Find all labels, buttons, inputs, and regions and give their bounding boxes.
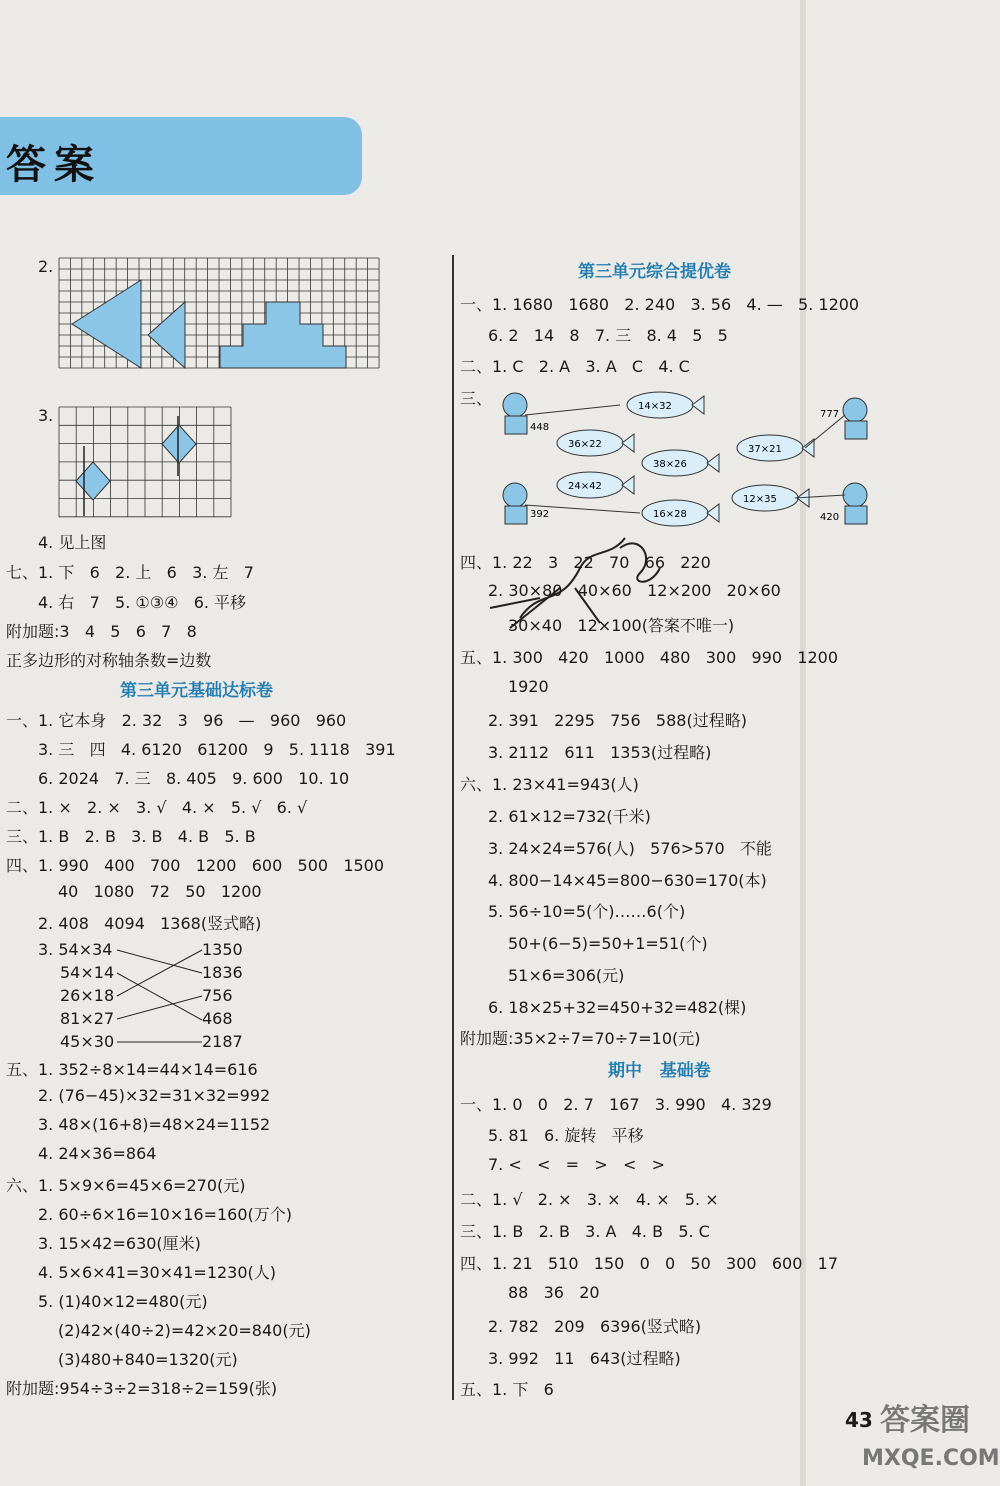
raccoon-body	[505, 416, 527, 434]
right_column-line: 2. 61×12=732(千米)	[488, 807, 651, 826]
right_column-line: 6. 18×25+32=450+32=482(棵)	[488, 998, 747, 1017]
left_column-line: 54×14	[60, 963, 115, 982]
right_column-line: 5. 56÷10=5(个)……6(个)	[488, 902, 686, 921]
left_column-line: 3.	[38, 406, 54, 425]
right_column-line: 四、1. 21 510 150 0 0 50 300 600 17	[460, 1254, 839, 1273]
raccoon-body	[845, 421, 867, 439]
diamond-shape	[162, 425, 196, 463]
fish-label: 24×42	[568, 481, 602, 492]
right_column-line: 六、1. 23×41=943(人)	[460, 775, 639, 794]
fishing-line	[525, 405, 620, 415]
fish-label: 37×21	[748, 444, 782, 455]
watermark-url: MXQE.COM	[862, 1446, 1000, 1471]
fish-tail	[622, 476, 634, 494]
left_column-line: 81×27	[60, 1009, 115, 1028]
symmetry-grid-figure-3	[58, 406, 232, 518]
left_column-line: 1350	[202, 940, 243, 959]
right_column-line: 2. 391 2295 756 588(过程略)	[488, 711, 747, 730]
watermark-logo-text: 答案圈	[880, 1403, 970, 1438]
catch-number: 777	[820, 409, 840, 420]
symmetry-grid-figure-2	[58, 257, 380, 369]
right_column-line: 三、	[460, 389, 493, 408]
raccoon-icon	[843, 483, 867, 507]
left_column-line: 468	[202, 1009, 233, 1028]
right_column-line: 一、1. 0 0 2. 7 167 3. 990 4. 329	[460, 1095, 772, 1114]
section-title-unit3-basic: 第三单元基础达标卷	[120, 681, 273, 701]
left_column-line: (2)42×(40÷2)=42×20=840(元)	[58, 1321, 311, 1340]
fish-label: 38×26	[653, 459, 687, 470]
left_column-line: (3)480+840=1320(元)	[58, 1350, 238, 1369]
raccoon-body	[845, 506, 867, 524]
fish-label: 12×35	[743, 494, 777, 505]
left_column-line: 五、1. 352÷8×14=44×14=616	[6, 1060, 258, 1079]
raccoon-icon	[843, 398, 867, 422]
left_column-line: 附加题:3 4 5 6 7 8	[6, 622, 197, 641]
triangle-shape	[72, 280, 141, 368]
left_column-line: 26×18	[60, 986, 115, 1005]
left_column-line: 6. 2024 7. 三 8. 405 9. 600 10. 10	[38, 769, 350, 788]
right_column-line: 50+(6−5)=50+1=51(个)	[508, 934, 708, 953]
left_column-line: 45×30	[60, 1032, 115, 1051]
left_column-line: 4. 见上图	[38, 533, 107, 552]
fish-label: 14×32	[638, 401, 672, 412]
right_column-line: 四、1. 22 3 22 70 66 220	[460, 553, 711, 572]
fish-label: 36×22	[568, 439, 602, 450]
right_column-line: 5. 81 6. 旋转 平移	[488, 1126, 644, 1145]
raccoon-body	[505, 506, 527, 524]
right_column-line: 附加题:35×2÷7=70÷7=10(元)	[460, 1029, 701, 1048]
left_column-line: 一、1. 它本身 2. 32 3 96 — 960 960	[6, 711, 347, 730]
catch-number: 420	[820, 512, 840, 523]
triangle-shape	[148, 302, 185, 368]
page-title: 答案	[6, 142, 102, 188]
right_column-line: 88 36 20	[508, 1283, 600, 1302]
left_column-line: 3. 48×(16+8)=48×24=1152	[38, 1115, 271, 1134]
right_column-line: 二、1. C 2. A 3. A C 4. C	[460, 357, 690, 376]
left_column-line: 2. (76−45)×32=31×32=992	[38, 1086, 271, 1105]
diamond-shape	[76, 462, 110, 500]
right_column-line: 2. 782 209 6396(竖式略)	[488, 1317, 702, 1336]
fishing-matching-illustration	[490, 385, 885, 535]
raccoon-icon	[503, 483, 527, 507]
left_column-line: 正多边形的对称轴条数=边数	[6, 651, 212, 670]
raccoon-icon	[503, 393, 527, 417]
right_column-line: 3. 992 11 643(过程略)	[488, 1349, 681, 1368]
right_column-line: 二、1. √ 2. × 3. × 4. × 5. ×	[460, 1190, 719, 1209]
left_column-line: 四、1. 990 400 700 1200 600 500 1500	[6, 856, 385, 875]
left_column-line: 六、1. 5×9×6=45×6=270(元)	[6, 1176, 246, 1195]
fish-label: 16×28	[653, 509, 687, 520]
right_column-line: 30×40 12×100(答案不唯一)	[508, 616, 735, 635]
catch-number: 448	[530, 422, 550, 433]
left_column-line: 二、1. × 2. × 3. √ 4. × 5. √ 6. √	[6, 798, 308, 817]
right_column-line: 1920	[508, 677, 549, 696]
section-title-midterm: 期中 基础卷	[608, 1061, 711, 1081]
right_column-line: 51×6=306(元)	[508, 966, 625, 985]
left_column-line: 3. 15×42=630(厘米)	[38, 1234, 201, 1253]
left_column-line: 5. (1)40×12=480(元)	[38, 1292, 208, 1311]
right_column-line: 3. 24×24=576(人) 576>570 不能	[488, 839, 772, 858]
right_column-line: 2. 30×80 40×60 12×200 20×60	[488, 581, 781, 600]
column-divider	[452, 255, 454, 1400]
left_column-line: 3. 54×34	[38, 940, 113, 959]
left_column-line: 2.	[38, 257, 54, 276]
fish-tail	[622, 434, 634, 452]
left_column-line: 3. 三 四 4. 6120 61200 9 5. 1118 391	[38, 740, 396, 759]
right_column-line: 五、1. 下 6	[460, 1380, 554, 1399]
left_column-line: 756	[202, 986, 233, 1005]
left_column-line: 三、1. B 2. B 3. B 4. B 5. B	[6, 827, 256, 846]
left_column-line: 2. 60÷6×16=10×16=160(万个)	[38, 1205, 293, 1224]
section-title-unit3-advanced: 第三单元综合提优卷	[578, 262, 731, 282]
answer-header	[0, 117, 362, 195]
left_column-line: 40 1080 72 50 1200	[58, 882, 262, 901]
left_column-line: 2187	[202, 1032, 243, 1051]
left_column-line: 1836	[202, 963, 243, 982]
right_column-line: 7. < < = > < >	[488, 1155, 666, 1174]
catch-number: 392	[530, 509, 550, 520]
left_column-line: 2. 408 4094 1368(竖式略)	[38, 914, 262, 933]
fish-tail	[692, 396, 704, 414]
right_column-line: 3. 2112 611 1353(过程略)	[488, 743, 712, 762]
left_column-line: 附加题:954÷3÷2=318÷2=159(张)	[6, 1379, 278, 1398]
page-number: 43	[845, 1408, 873, 1432]
right_column-line: 五、1. 300 420 1000 480 300 990 1200	[460, 648, 839, 667]
right_column-line: 三、1. B 2. B 3. A 4. B 5. C	[460, 1222, 710, 1241]
right_column-line: 4. 800−14×45=800−630=170(本)	[488, 871, 767, 890]
left_column-line: 4. 右 7 5. ①③④ 6. 平移	[38, 593, 247, 612]
right_column-line: 6. 2 14 8 7. 三 8. 4 5 5	[488, 326, 728, 345]
fish-tail	[707, 454, 719, 472]
left_column-line: 4. 24×36=864	[38, 1144, 157, 1163]
fish-tail	[707, 504, 719, 522]
matching-lines	[112, 940, 207, 1050]
left_column-line: 七、1. 下 6 2. 上 6 3. 左 7	[6, 563, 254, 582]
left_column-line: 4. 5×6×41=30×41=1230(人)	[38, 1263, 277, 1282]
right_column-line: 一、1. 1680 1680 2. 240 3. 56 4. — 5. 1200	[460, 295, 860, 314]
